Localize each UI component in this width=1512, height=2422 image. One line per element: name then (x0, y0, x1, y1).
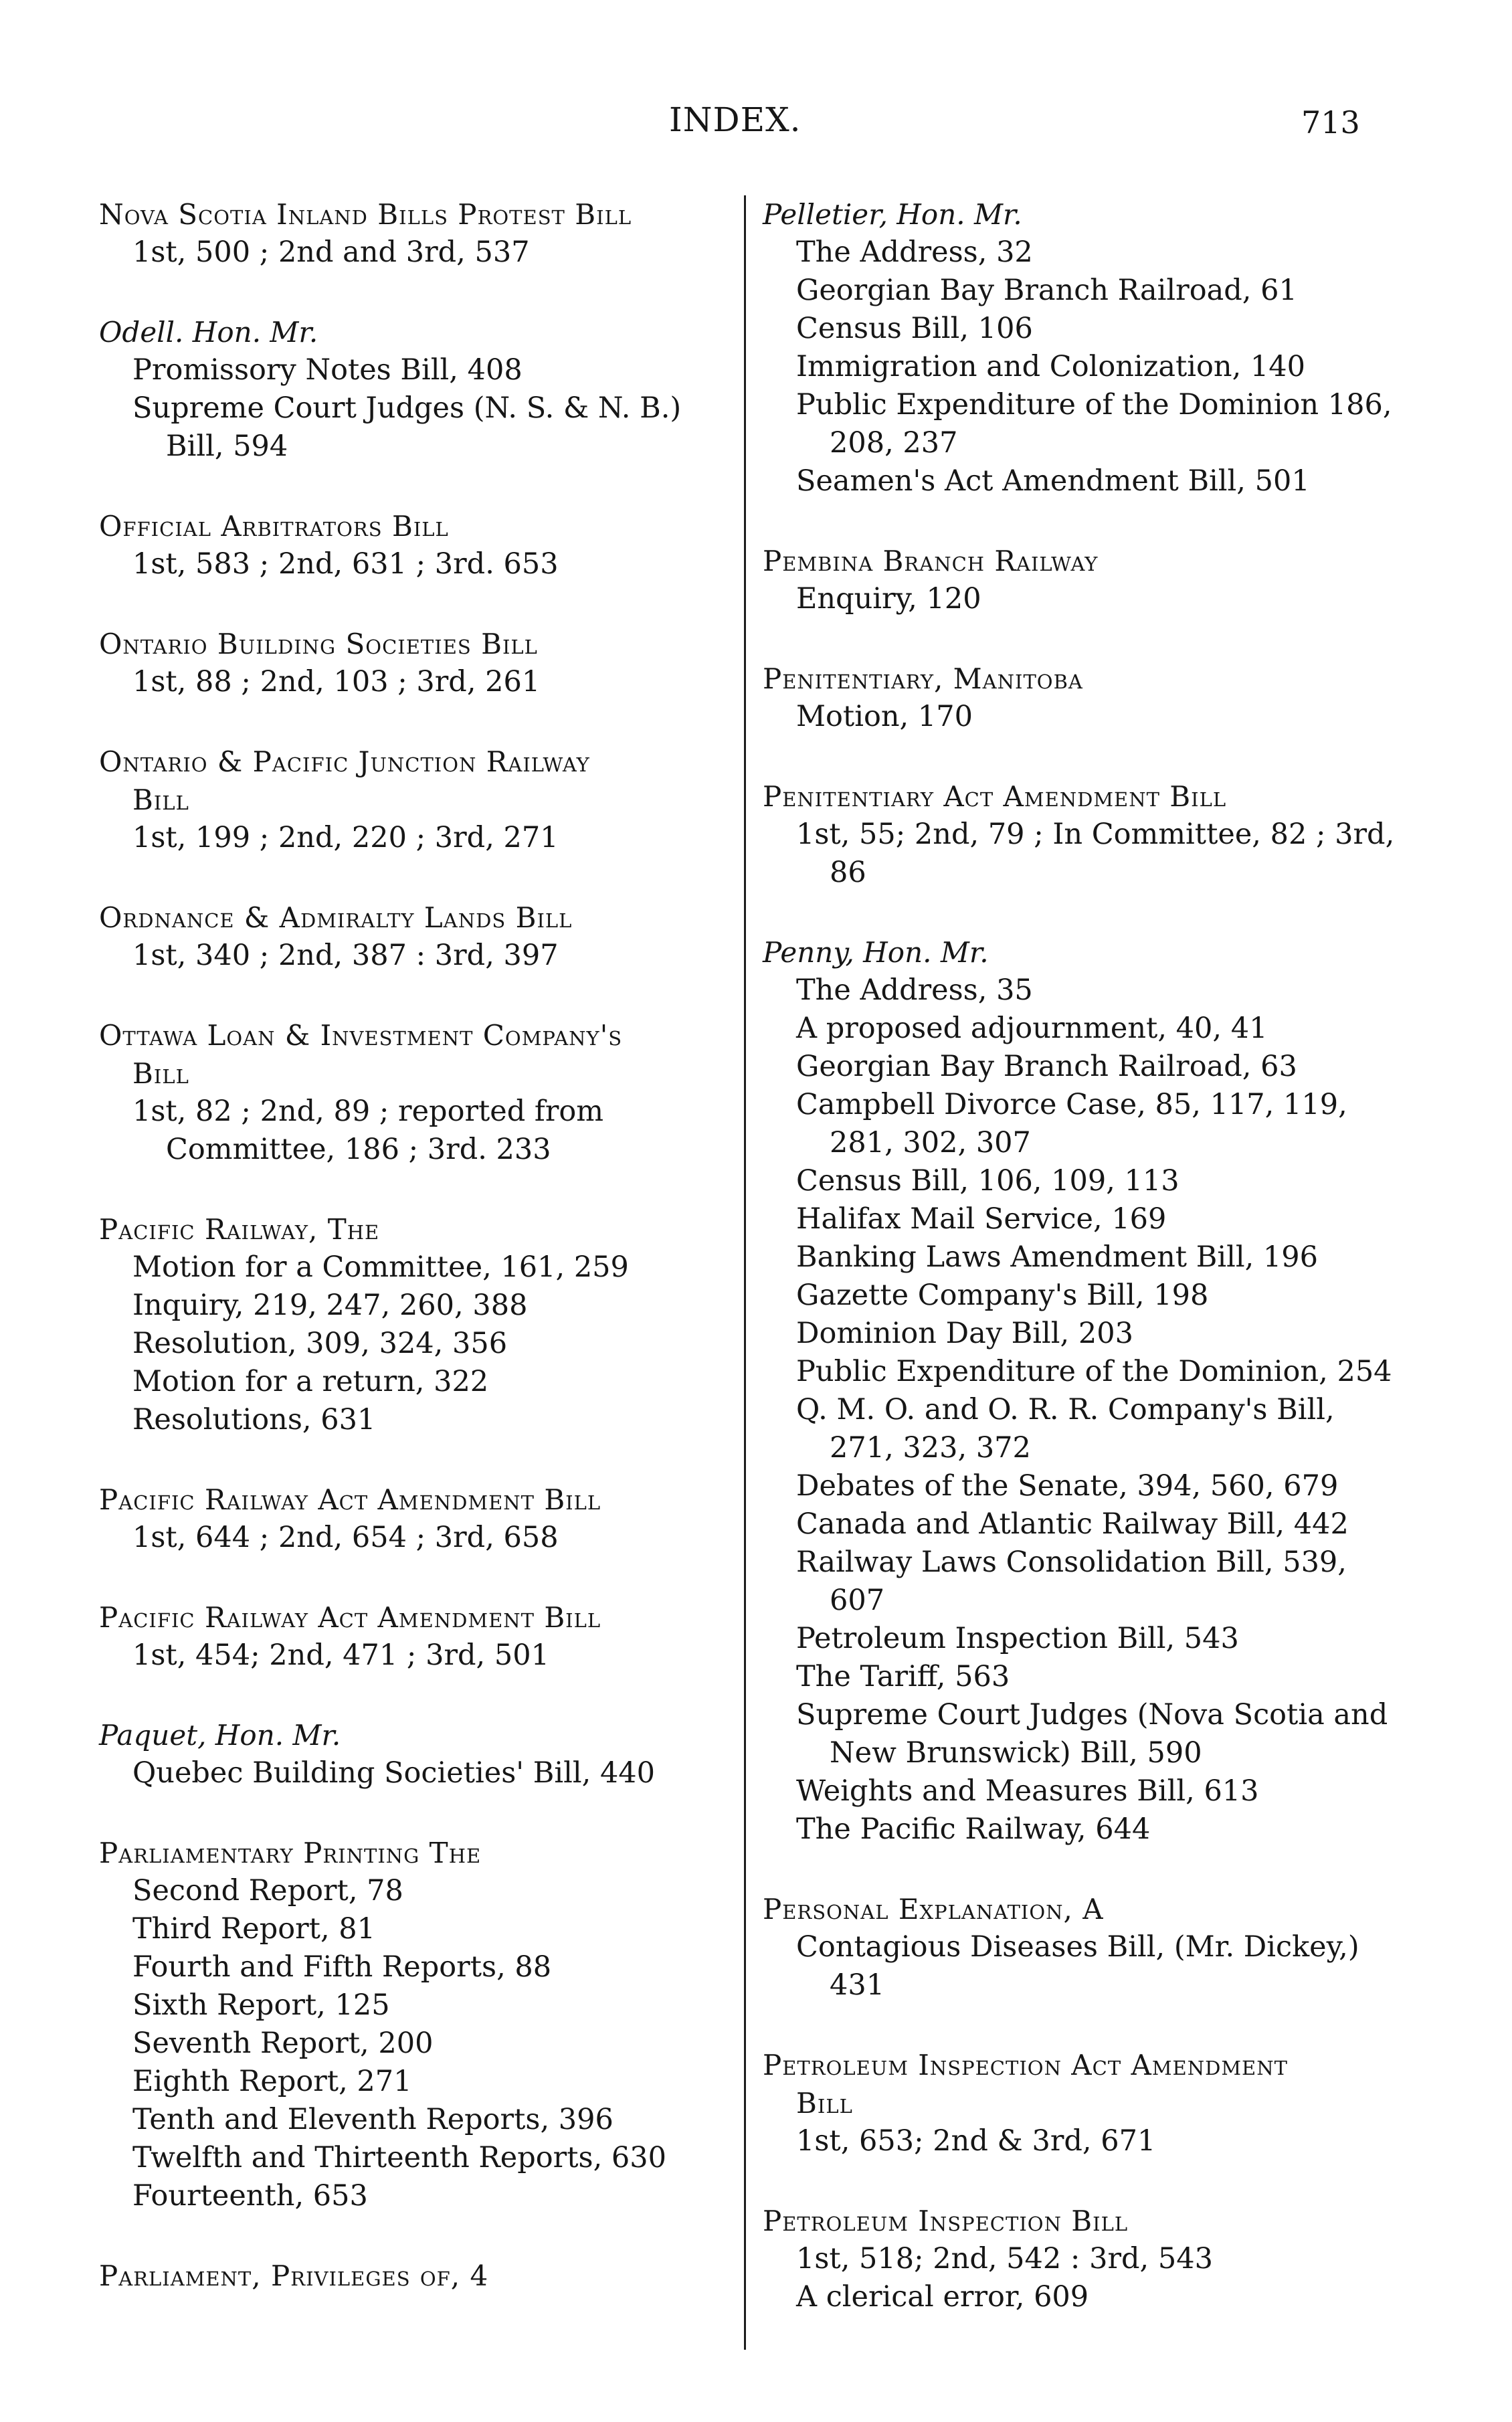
entry-item: 1st, 653; 2nd & 3rd, 671 (796, 2124, 1156, 2158)
index-entry (99, 507, 728, 583)
index-entry (763, 195, 1405, 500)
entry-heading: Pacific Railway Act Amendment Bill (99, 1483, 601, 1516)
entry-item: Eighth Report, 271 (132, 2065, 412, 2098)
entry-item: Halifax Mail Service, 169 (796, 1202, 1167, 1236)
entry-item: Public Expenditure of the Dominion 186, 208, 237 (796, 388, 1392, 460)
entry-item: Campbell Divorce Case, 85, 117, 119, 281, 302, 307 (796, 1088, 1347, 1159)
entry-heading: Penitentiary, Manitoba (763, 662, 1083, 695)
entry-item: Promissory Notes Bill, 408 (132, 353, 523, 387)
entry-item: Census Bill, 106, 109, 113 (796, 1164, 1179, 1198)
entry-item: Georgian Bay Branch Railroad, 61 (796, 274, 1297, 307)
index-entry (763, 933, 1405, 1849)
entry-item: 1st, 500 ; 2nd and 3rd, 537 (132, 236, 530, 269)
entry-item: A clerical error, 609 (796, 2280, 1089, 2314)
entry-item: Contagious Diseases Bill, (Mr. Dickey,) 431 (796, 1930, 1359, 2002)
entry-heading: Pembina Branch Railway (763, 545, 1099, 577)
entry-heading: Parliament, Privileges of, 4 (99, 2259, 489, 2292)
entry-item: Sixth Report, 125 (132, 1988, 390, 2022)
entry-heading: Pelletier, Hon. Mr. (763, 198, 1022, 231)
entry-heading: Ordnance & Admiralty Lands Bill (99, 901, 573, 934)
entry-heading: Petroleum Inspection Bill (763, 2205, 1129, 2237)
index-column-right (763, 195, 1405, 2358)
index-entry (99, 625, 728, 701)
entry-item: Resolution, 309, 324, 356 (132, 1327, 508, 1360)
entry-item: 1st, 518; 2nd, 542 : 3rd, 543 (796, 2242, 1213, 2275)
entry-item: Supreme Court Judges (N. S. & N. B.) Bill, 594 (132, 391, 682, 463)
entry-heading: Ontario & Pacific Junction Railway (99, 745, 590, 778)
entry-item: Fourth and Fifth Reports, 88 (132, 1950, 552, 1984)
entry-heading: Odell. Hon. Mr. (99, 316, 318, 349)
entry-heading: Ottawa Loan & Investment Company's (99, 1019, 623, 1052)
index-entry (763, 1890, 1405, 2005)
entry-item: 1st, 340 ; 2nd, 387 : 3rd, 397 (132, 939, 559, 972)
index-entry (99, 2257, 728, 2295)
entry-item: 1st, 55; 2nd, 79 ; In Committee, 82 ; 3rd, 86 (796, 818, 1395, 889)
entry-heading-continued: Bill (132, 1057, 189, 1090)
entry-item: Q. M. O. and O. R. R. Company's Bill, 271, 323, 372 (796, 1393, 1335, 1465)
entry-item: 1st, 454; 2nd, 471 ; 3rd, 501 (132, 1639, 549, 1672)
entry-item: Dominion Day Bill, 203 (796, 1317, 1133, 1350)
entry-heading: Ontario Building Societies Bill (99, 628, 538, 660)
entry-item: Resolutions, 631 (132, 1403, 376, 1436)
entry-item: Twelfth and Thirteenth Reports, 630 (132, 2141, 666, 2174)
entry-item: Seventh Report, 200 (132, 2027, 434, 2060)
index-entry (763, 542, 1405, 618)
entry-item: Railway Laws Consolidation Bill, 539, 607 (796, 1546, 1347, 1617)
entry-item: Inquiry, 219, 247, 260, 388 (132, 1289, 528, 1322)
entry-item: Census Bill, 106 (796, 312, 1033, 345)
entry-heading: Official Arbitrators Bill (99, 510, 449, 543)
entry-item: 1st, 644 ; 2nd, 654 ; 3rd, 658 (132, 1521, 559, 1554)
entry-item: Gazette Company's Bill, 198 (796, 1279, 1209, 1312)
index-entry (99, 313, 728, 466)
entry-item: 1st, 583 ; 2nd, 631 ; 3rd. 653 (132, 547, 559, 581)
entry-heading: Personal Explanation, A (763, 1893, 1104, 1926)
entry-item: Debates of the Senate, 394, 560, 679 (796, 1469, 1339, 1503)
entry-item: Motion, 170 (796, 700, 973, 733)
index-entry (99, 1716, 728, 1792)
entry-item: Third Report, 81 (132, 1912, 376, 1946)
entry-item: 1st, 82 ; 2nd, 89 ; reported from Committee, 186 ; 3rd. 233 (132, 1095, 604, 1166)
page-header (0, 100, 1512, 161)
entry-item: Enquiry, 120 (796, 582, 981, 616)
entry-item: Supreme Court Judges (Nova Scotia and New Brunswick) Bill, 590 (796, 1698, 1388, 1770)
entry-item: Motion for a return, 322 (132, 1365, 489, 1398)
index-entry (99, 1481, 728, 1557)
index-column-left (99, 195, 728, 2336)
entry-item: Tenth and Eleventh Reports, 396 (132, 2103, 613, 2136)
entry-item: 1st, 88 ; 2nd, 103 ; 3rd, 261 (132, 665, 541, 698)
entry-item: Second Report, 78 (132, 1874, 403, 1907)
entry-item: Petroleum Inspection Bill, 543 (796, 1622, 1239, 1655)
index-entry (763, 777, 1405, 892)
entry-item: The Address, 35 (796, 973, 1033, 1007)
index-entry (99, 899, 728, 975)
entry-heading: Parliamentary Printing The (99, 1837, 482, 1869)
entry-heading: Penitentiary Act Amendment Bill (763, 780, 1227, 813)
entry-item: Seamen's Act Amendment Bill, 501 (796, 464, 1310, 498)
entry-item: 1st, 199 ; 2nd, 220 ; 3rd, 271 (132, 821, 559, 854)
index-entry (763, 660, 1405, 736)
entry-heading: Penny, Hon. Mr. (763, 936, 989, 969)
page-number: 713 (1301, 104, 1360, 141)
entry-item: Immigration and Colonization, 140 (796, 350, 1306, 383)
index-entry (99, 1210, 728, 1439)
entry-heading: Pacific Railway, The (99, 1213, 380, 1246)
entry-heading: Petroleum Inspection Act Amendment (763, 2049, 1288, 2081)
entry-heading: Paquet, Hon. Mr. (99, 1719, 341, 1752)
index-entry (99, 743, 728, 857)
index-entry (99, 1598, 728, 1675)
entry-heading-continued: Bill (796, 2087, 853, 2120)
index-entry (99, 1834, 728, 2215)
entry-item: Banking Laws Amendment Bill, 196 (796, 1240, 1318, 1274)
index-entry (99, 195, 728, 272)
entry-item: Fourteenth, 653 (132, 2179, 368, 2213)
entry-heading: Nova Scotia Inland Bills Protest Bill (99, 198, 632, 231)
entry-item: Motion for a Committee, 161, 259 (132, 1250, 629, 1284)
entry-item: The Address, 32 (796, 236, 1033, 269)
entry-item: Georgian Bay Branch Railroad, 63 (796, 1050, 1297, 1083)
entry-item: The Tariff, 563 (796, 1660, 1010, 1693)
entry-item: Public Expenditure of the Dominion, 254 (796, 1355, 1392, 1388)
column-divider (744, 195, 746, 2350)
entry-item: Weights and Measures Bill, 613 (796, 1774, 1259, 1808)
index-entry (763, 2202, 1405, 2316)
index-entry (99, 1016, 728, 1169)
entry-item: A proposed adjournment, 40, 41 (796, 1012, 1268, 1045)
entry-heading: Pacific Railway Act Amendment Bill (99, 1601, 601, 1634)
entry-item: The Pacific Railway, 644 (796, 1812, 1151, 1846)
index-entry (763, 2046, 1405, 2160)
entry-item: Quebec Building Societies' Bill, 440 (132, 1756, 656, 1790)
entry-heading-continued: Bill (132, 783, 189, 816)
entry-item: Canada and Atlantic Railway Bill, 442 (796, 1507, 1349, 1541)
page-title: INDEX. (669, 100, 801, 139)
